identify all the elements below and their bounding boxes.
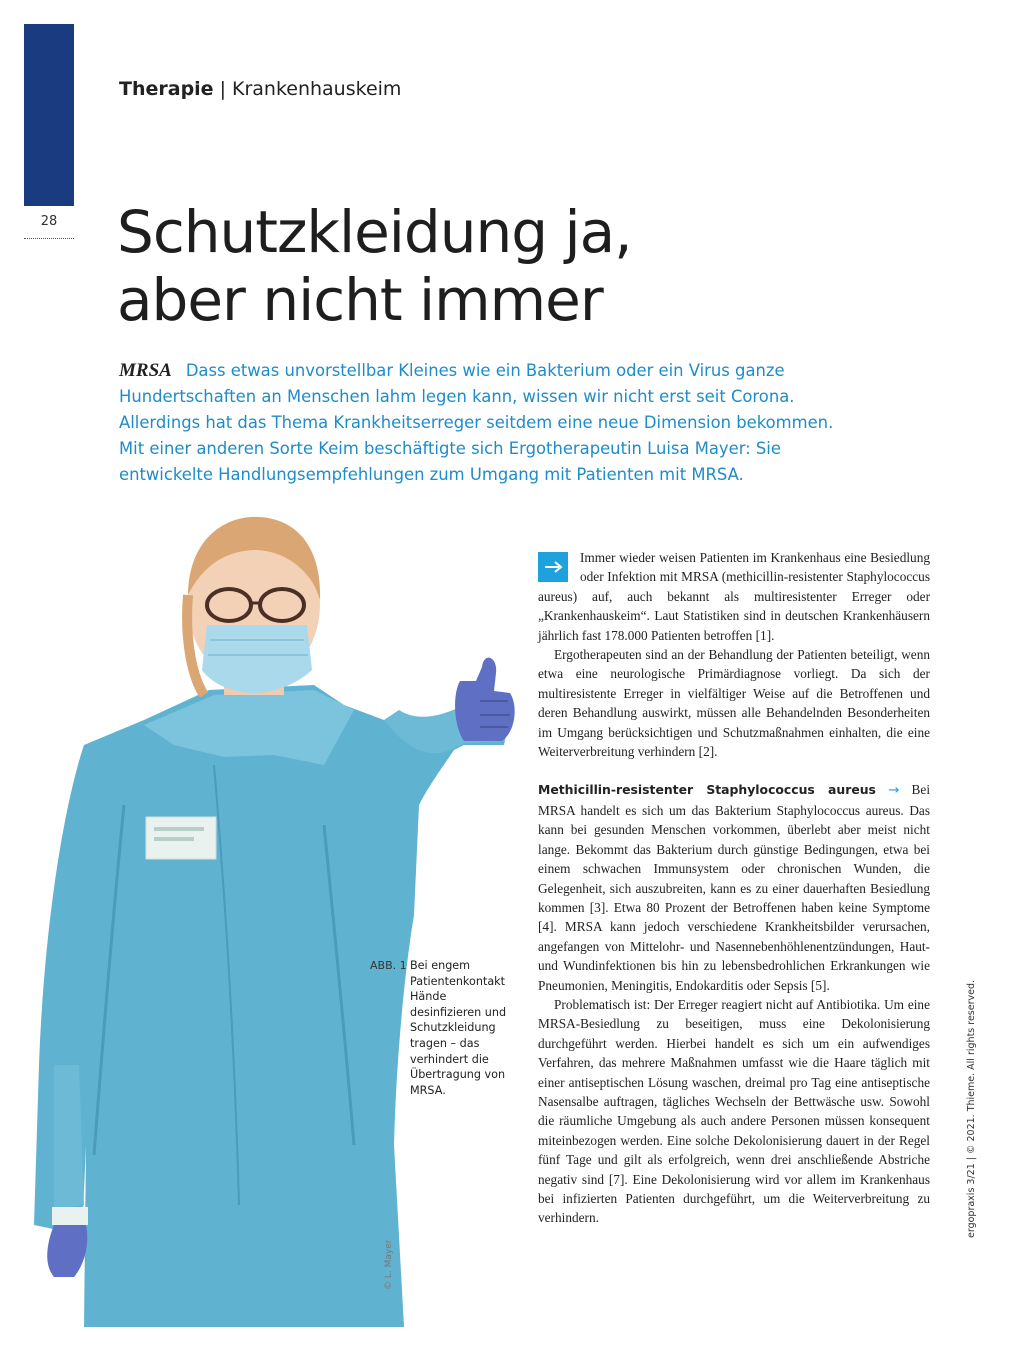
article-title xyxy=(117,198,917,334)
rubric-separator: | xyxy=(219,78,226,100)
page-color-bar xyxy=(24,24,74,206)
article-title-line-1: Schutzkleidung ja, xyxy=(117,198,632,266)
body-paragraph-1: Immer wieder weisen Patienten im Krankenhaus eine Besiedlung oder Infektion mit MRSA (methicillin-resistenter Staphylococcus aureus) auf, auch bekannt als multiresistenter Erreger oder „Krankenhauskeim“. Laut Statistiken sind in deutschen Krankenhäusern jährlich fast 178.000 Patienten betroffen [1]. xyxy=(538,550,930,643)
subheading-arrow-icon: → xyxy=(888,783,900,799)
lead-kicker: MRSA xyxy=(119,360,172,381)
figure-label: ABB. 1 xyxy=(370,959,407,972)
body-subheading: Methicillin-resistenter Staphylococcus aureus xyxy=(538,782,876,798)
page-number: 28 xyxy=(40,214,58,229)
figure-caption-text: Bei engem Patientenkontakt Hände desinfizieren und Schutzkleidung tragen – das verhindert die Übertragung von MRSA. xyxy=(410,959,507,1097)
copyright-note xyxy=(964,979,980,1240)
photo-credit-text: © L. Mayer xyxy=(384,1239,394,1290)
article-body xyxy=(538,548,930,1228)
figure-photo xyxy=(24,505,524,1327)
article-lead xyxy=(119,358,849,488)
photo-credit xyxy=(384,1240,400,1290)
lead-text: Dass etwas unvorstellbar Kleines wie ein Bakterium oder ein Virus ganze Hundertschaften an Menschen lahm legen kann, wissen wir nicht erst seit Corona. Allerdings hat das Thema Krankheitserreger seitdem eine neue Dimension bekommen. Mit einer anderen Sorte Keim beschäftigte sich Ergotherapeutin Luisa Mayer: Sie entwickelte Handlungsempfehlungen zum Umgang mit Patienten mit MRSA. xyxy=(119,361,834,484)
body-paragraph-4: Problematisch ist: Der Erreger reagiert nicht auf Antibiotika. Um eine MRSA-Besiedlung zu beseitigen, muss eine Dekolonisierung durchgeführt werden. Hierbei handelt es sich um ein aufwendiges Verfahren, das mehrere Maßnahmen umfasst wie die Haare täglich mit einer antiseptischen Lösung waschen, dreimal pro Tag eine antiseptische Nasensalbe auftragen, tägliches Wechseln der Bettwäsche usw. Sowohl die räumliche Umgebung als auch andere Personen müssen konsequent miteinbezogen werden. Eine solche Dekolonisierung dauert in der Regel fünf Tage und gilt als erfolgreich, wenn drei anschließende Abstriche negativ sind [7]. Eine Dekolonisierung wird vor allem im Krankenhaus bei infizierten Patienten durchgeführt, um die Weiterverbreitung zu verhindern. xyxy=(538,996,930,1226)
article-title-line-2: aber nicht immer xyxy=(117,266,603,334)
page-number-rule xyxy=(24,238,74,239)
arrow-right-icon xyxy=(538,552,568,582)
therapist-in-gown-illustration xyxy=(24,505,524,1327)
section-label: Therapie xyxy=(119,78,214,100)
subsection-label: Krankenhauskeim xyxy=(231,78,402,100)
copyright-text: ergopraxis 3/21 | © 2021. Thieme. All rights reserved. xyxy=(966,979,977,1238)
body-paragraph-3 xyxy=(538,780,930,994)
body-paragraph-3-text: Bei MRSA handelt es sich um das Bakterium Staphylococcus aureus. Das kann bei gesunden Menschen vorkommen, überlebt aber meist nicht lange. Bekommt das Bakterium durch günstige Bedingungen, etwa bei einem schwachen Immunsystem oder chronischen Wunden, die Gelegenheit, sich auszubreiten, kann es zu einer dauerhaften Besiedlung kommen [3]. Etwa 80 Prozent der Betroffenen haben keine Symptome [4]. MRSA kann jedoch verschiedene Krankheitsbilder verursachen, angefangen von Mittelohr- und Nasennebenhöhlenentzündungen, Haut- und Wundinfektionen bis hin zu lebensbedrohlichen Erkrankungen wie Pneumonien, Meningitis, Endokarditis oder Sepsis [5]. xyxy=(538,782,931,993)
section-rubric xyxy=(119,78,401,100)
figure-caption xyxy=(370,958,510,1098)
body-paragraph-2: Ergotherapeuten sind an der Behandlung der Patienten beteiligt, wenn etwa eine neurologische Primärdiagnose vorliegt. Da sich der multiresistente Erreger in vielfältiger Weise auf die Betroffenen und deren Behandlung auswirkt, müssen alle Behandelnden Besonderheiten im Umgang berücksichtigen und Schutzmaßnahmen einhalten, die eine Weiterverbreitung verhindern [2]. xyxy=(538,647,930,760)
